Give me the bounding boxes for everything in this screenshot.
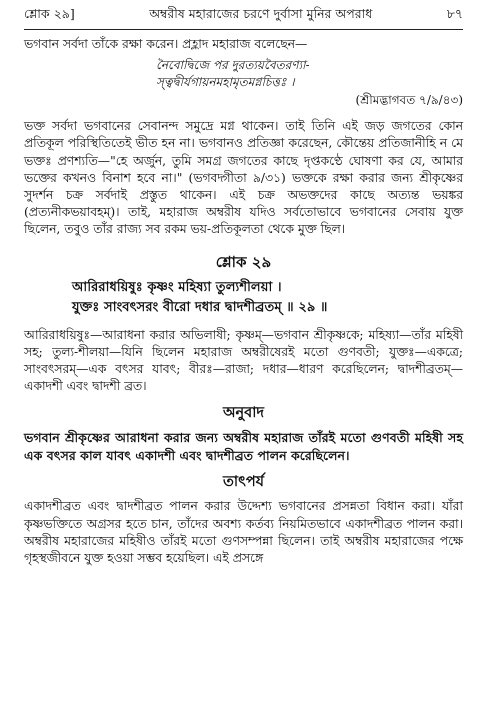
verse-line-2: যুক্তঃ সাংবৎসরং বীরো দধার দ্বাদশীব্রতম্ ॥ ২৯ ॥ (72, 299, 328, 315)
body-paragraph: ভক্ত সর্বদা ভগবানের সেবানন্দ সমুদ্রে মগ্ন থাকেন। তাই তিনি এই জড় জগতের কোন প্রতিকূল পরিস্থিতিতেই ভীত হন না। ভগবানও প্রতিজ্ঞা করেছেন, কৌন্তেয় প্রতিজানীহি ন মে ভক্তঃ প্রণশ্যতি—"হে অর্জুন, তুমি সমগ্র জগতের কাছে দৃপ্তকণ্ঠে ঘোষণা কর যে, আমার ভক্তের কখনও বিনাশ হবে না।" (ভগবদ্গীতা ৯/৩১) ভক্তকে রক্ষা করার জন্য শ্রীকৃষ্ণের সুদর্শন চক্র সর্বদাই প্রস্তুত থাকেন। এই চক্র অভক্তদের কাছে অত্যন্ত ভয়ঙ্কর (প্রত্যনীকভয়াবহম্)। তাই, মহারাজ অম্বরীষ যদিও সর্বতোভাবে ভগবানের সেবায় যুক্ত ছিলেন, তবুও তাঁর রাজ্য সব রকম ভয়-প্রতিকূলতা থেকে মুক্ত ছিল। (24, 119, 463, 237)
running-header (24, 6, 463, 30)
translation-heading: অনুবাদ (222, 404, 265, 422)
purport-paragraph: একাদশীব্রত এবং দ্বাদশীব্রত পালন করার উদ্দেশ্য ভগবানের প্রসন্নতা বিধান করা। যাঁরা কৃষ্ণভক্তিতে অগ্রসর হতে চান, তাঁদের অবশ্য কর্তব্য নিয়মিতভাবে একাদশীব্রত পালন করা। অম্বরীষ মহারাজের মহিষীও তাঁরই মতো গুণসম্পন্না ছিলেন। তাই অম্বরীষ মহারাজের পক্ষে গৃহস্থজীবনে যুক্ত হওয়া সম্ভব হয়েছিল। এই প্রসঙ্গে (24, 499, 463, 566)
synonyms-paragraph: আরিরাধয়িষুঃ—আরাধনা করার অভিলাষী; কৃষ্ণম্—ভগবান শ্রীকৃষ্ণকে; মহিষ্যা—তাঁর মহিষী সহ; তুল্য-শীলয়া—যিনি ছিলেন মহারাজ অম্বরীষেরই মতো গুণবতী; যুক্তঃ—একত্রে; সাংবৎসরম্—এক বৎসর যাবৎ; বীরঃ—রাজা; দধার—ধারণ করেছিলেন; দ্বাদশীব্রতম্—একাদশী এবং দ্বাদশী ব্রত। (24, 327, 463, 394)
quote-line-2: স্ত্বদ্বীর্যগায়নমহামৃতমগ্নচিত্তঃ । (156, 75, 295, 90)
header-verse-ref: শ্লোক ২৯] (24, 6, 75, 21)
verse-text (72, 278, 463, 318)
quote-line-1: নৈবোদ্বিজে পর দুরত্যয়বৈতরণ্যা- (156, 58, 310, 73)
verse-line-1: আরিরাধয়িষুঃ কৃষ্ণং মহিষ্যা তুল্যশীলয়া । (72, 279, 282, 295)
purport-heading: তাৎপর্য (222, 473, 265, 491)
verse-heading: শ্লোক ২৯ (215, 252, 272, 271)
quote-reference: (শ্রীমদ্ভাগবত ৭/৯/৪৩) (355, 93, 463, 108)
header-chapter-title: অম্বরীষ মহারাজের চরণে দুর্বাসা মুনির অপরাধ (149, 6, 373, 21)
page-number: ৮৭ (446, 6, 463, 21)
translation-paragraph: ভগবান শ্রীকৃষ্ণের আরাধনা করার জন্য অম্বরীষ মহারাজ তাঁরই মতো গুণবতী মহিষী সহ এক বৎসর কাল যাবৎ একাদশী এবং দ্বাদশীব্রত পালন করেছিলেন। (24, 430, 463, 463)
sanskrit-quote (156, 57, 463, 91)
intro-paragraph: ভগবান সর্বদা তাঁকে রক্ষা করেন। প্রহ্লাদ মহারাজ বলেছেন— (24, 37, 308, 51)
